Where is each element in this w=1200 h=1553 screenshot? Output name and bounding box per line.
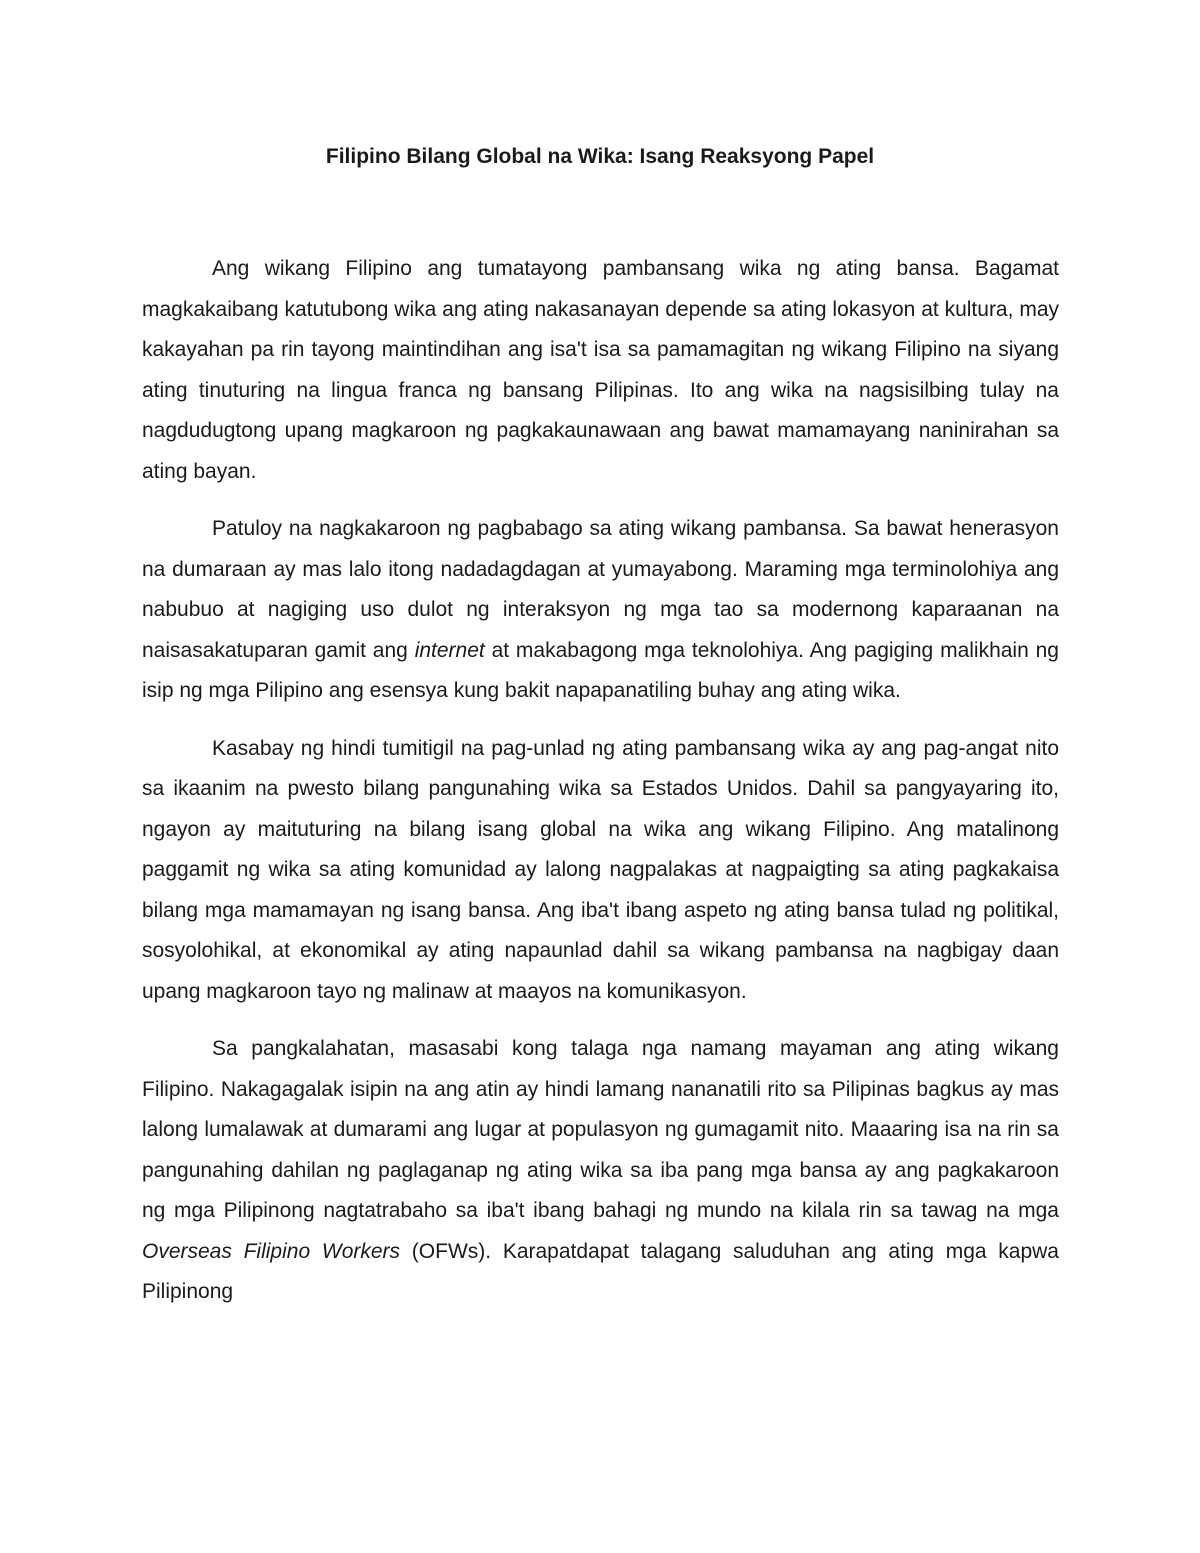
paragraph-2 <box>142 509 1059 712</box>
paragraph-4 <box>142 1029 1059 1313</box>
document-title: Filipino Bilang Global na Wika: Isang Reaksyong Papel <box>325 145 875 168</box>
document-body <box>142 249 1059 1330</box>
paragraph-4-text-after: (OFWs). Karapatdapat talagang saluduhan ang ating mga kapwa Pilipinong <box>142 1239 1059 1303</box>
paragraph-2-text-before: Patuloy na nagkakaroon ng pagbabago sa ating wikang pambansa. Sa bawat henerasyon na dumaraan ay mas lalo itong nadadagdagan at yumayabong. Maraming mga terminolohiya ang nabubuo at nagiging uso dulot ng interaksyon ng mga tao sa modernong kaparaanan na naisasakatuparan gamit ang <box>142 517 1059 662</box>
paragraph-3: Kasabay ng hindi tumitigil na pag-unlad ng ating pambansang wika ay ang pag-angat nito sa ikaanim na pwesto bilang pangunahing wika sa Estados Unidos. Dahil sa pangyayaring ito, ngayon ay maituturing na bilang isang global na wika ang wikang Filipino. Ang matalinong paggamit ng wika sa ating komunidad ay lalong nagpalakas at nagpaigting sa ating pagkakaisa bilang mga mamamayan ng isang bansa. Ang iba't ibang aspeto ng ating bansa tulad ng politikal, sosyolohikal, at ekonomikal ay ating napaunlad dahil sa wikang pambansa na nagbigay daan upang magkaroon tayo ng malinaw at maayos na komunikasyon. <box>142 736 1059 1003</box>
paragraph-1: Ang wikang Filipino ang tumatayong pambansang wika ng ating bansa. Bagamat magkakaibang katutubong wika ang ating nakasanayan depende sa ating lokasyon at kultura, may kakayahan pa rin tayong maintindihan ang isa't isa sa pamamagitan ng wikang Filipino na siyang ating tinuturing na lingua franca ng bansang Pilipinas. Ito ang wika na nagsisilbing tulay na nagdudugtong upang magkaroon ng pagkakaunawaan ang bawat mamamayang naninirahan sa ating bayan. <box>142 257 1059 483</box>
paragraph-4-italic-term: Overseas Filipino Workers <box>142 1239 401 1263</box>
paragraph-4-text-before: Sa pangkalahatan, masasabi kong talaga nga namang mayaman ang ating wikang Filipino. Nakagagalak isipin na ang atin ay hindi lamang nananatili rito sa Pilipinas bagkus ay mas lalong lumalawak at dumarami ang lugar at populasyon ng gumagamit nito. Maaaring isa na rin sa pangunahing dahilan ng paglaganap ng ating wika sa iba pang mga bansa ay ang pagkakaroon ng mga Pilipinong nagtatrabaho sa iba't ibang bahagi ng mundo na kilala rin sa tawag na mga <box>142 1037 1059 1222</box>
paragraph-2-italic-term: internet <box>414 638 485 662</box>
paragraph-2-text-after: at makabagong mga teknolohiya. Ang pagiging malikhain ng isip ng mga Pilipino ang esensya kung bakit napapanatiling buhay ang ating wika. <box>142 638 1059 702</box>
